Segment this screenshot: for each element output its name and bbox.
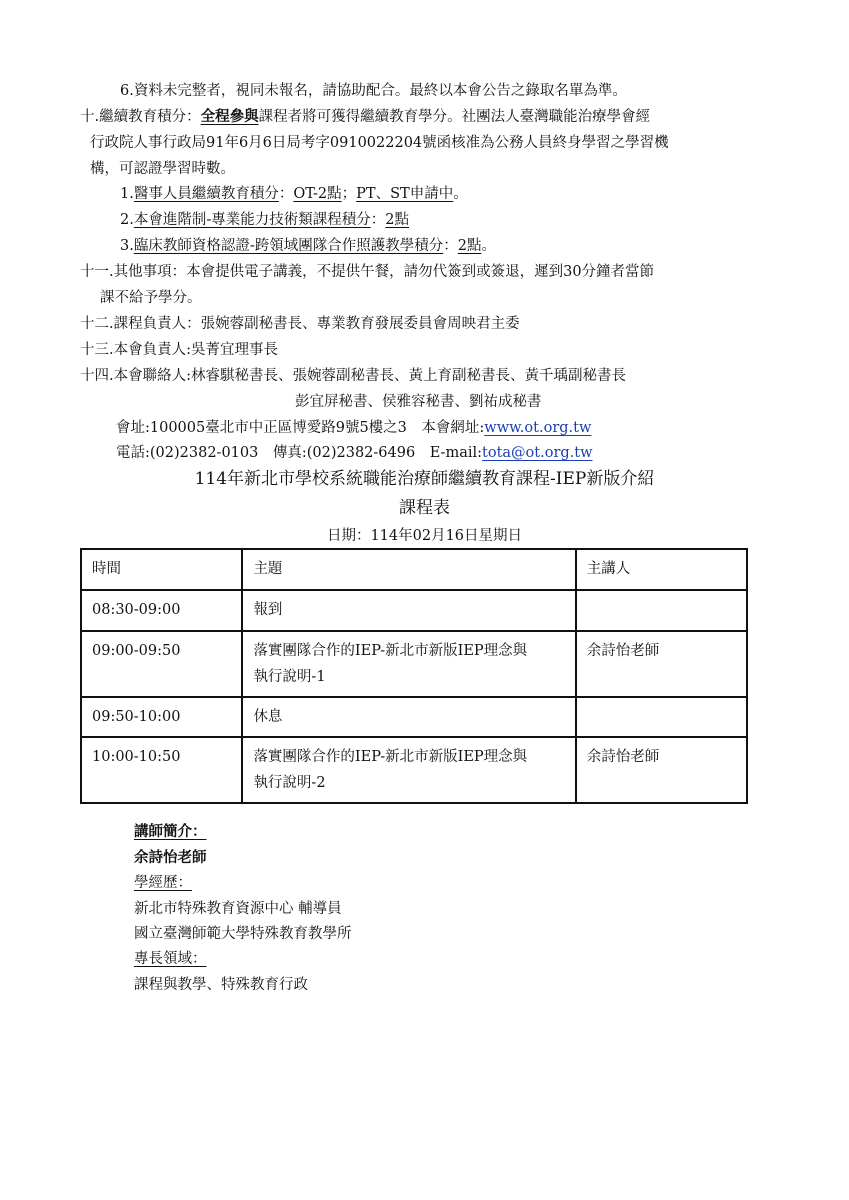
row-topic-line1: 休息 xyxy=(253,709,283,725)
credit-3 xyxy=(120,235,496,257)
website-link[interactable]: www.ot.org.tw xyxy=(484,420,592,436)
row-topic-line2: 執行說明-1 xyxy=(253,669,326,685)
row-topic xyxy=(242,697,575,737)
note-item-14: 十四.本會聯絡人:林睿騏秘書長、張婉蓉副秘書長、黃上育副秘書長、黃千瑀副秘書長 xyxy=(80,368,626,384)
table-row xyxy=(81,737,747,803)
note-item-10-prefix: 十.繼續教育積分： xyxy=(80,109,201,125)
credit-1 xyxy=(120,183,468,205)
row-speaker: 余詩怡老師 xyxy=(576,737,747,803)
credit-1-sep: ： xyxy=(278,186,294,202)
note-item-10-line2: 行政院人事行政局91年6月6日局考字0910022204號函核准為公務人員終身學習之學習機 xyxy=(90,135,669,151)
row-topic xyxy=(242,737,575,803)
schedule-subtitle: 課程表 xyxy=(399,498,450,518)
address-line xyxy=(116,417,591,439)
table-row xyxy=(81,697,747,737)
credit-2 xyxy=(120,209,409,231)
table-row xyxy=(81,590,747,631)
schedule-table xyxy=(80,548,748,804)
table-header-row xyxy=(81,549,747,590)
credit-3-sep: ： xyxy=(443,238,458,254)
education-item: 國立臺灣師範大學特殊教育教學所 xyxy=(134,926,352,942)
row-topic xyxy=(242,590,575,631)
note-item-10-bold: 全程參與 xyxy=(200,108,259,125)
row-speaker xyxy=(576,697,747,737)
contact-text: 電話:(02)2382-0103 傳真:(02)2382-6496 E-mail: xyxy=(116,445,483,461)
credit-1-value: OT-2點 xyxy=(293,186,342,202)
credit-1-label: 醫事人員繼續教育積分 xyxy=(133,186,279,202)
note-item-10 xyxy=(80,106,650,128)
credit-2-label: 本會進階制-專業能力技術類課程積分 xyxy=(133,212,371,228)
header-topic: 主題 xyxy=(242,549,575,590)
expertise-item: 課程與教學、特殊教育行政 xyxy=(134,977,308,993)
contact-line xyxy=(116,442,593,464)
header-time: 時間 xyxy=(81,549,242,590)
course-title: 114年新北市學校系統職能治療師繼續教育課程-IEP新版介紹 xyxy=(194,469,655,489)
note-item-12: 十二.課程負責人：張婉蓉副秘書長、專業教育發展委員會周映君主委 xyxy=(80,316,520,332)
education-item: 新北市特殊教育資源中心 輔導員 xyxy=(134,901,342,917)
credit-3-label: 臨床教師資格認證-跨領域團隊合作照護教學積分 xyxy=(133,238,444,254)
row-speaker xyxy=(576,590,747,631)
credit-1-num: 1. xyxy=(120,186,134,202)
credit-2-value: 2點 xyxy=(385,212,409,228)
credit-2-num: 2. xyxy=(120,212,134,228)
row-time: 10:00-10:50 xyxy=(81,737,242,803)
note-item-11: 十一.其他事項：本會提供電子講義，不提供午餐，請勿代簽到或簽退，遲到30分鐘者當節 xyxy=(80,264,655,280)
row-topic-line2: 執行說明-2 xyxy=(253,775,326,791)
row-topic-line1: 報到 xyxy=(253,602,283,618)
credit-1-end: 。 xyxy=(453,186,468,202)
course-date: 日期：114年02月16日星期日 xyxy=(326,528,523,544)
row-time: 09:50-10:00 xyxy=(81,697,242,737)
note-item-14-line2: 彭宜屏秘書、侯雅容秘書、劉祐成秘書 xyxy=(295,394,542,410)
note-item-10-rest: 課程者將可獲得繼續教育學分。社團法人臺灣職能治療學會經 xyxy=(258,109,651,125)
note-item-11-line2: 課不給予學分。 xyxy=(100,290,202,306)
speaker-name: 余詩怡老師 xyxy=(134,849,207,866)
note-item-10-line3: 構，可認證學習時數。 xyxy=(90,161,235,177)
credit-1-semi: ； xyxy=(341,186,357,202)
credit-3-num: 3. xyxy=(120,238,134,254)
credit-3-end: 。 xyxy=(481,238,496,254)
note-item-6: 6.資料未完整者，視同未報名，請協助配合。最終以本會公告之錄取名單為準。 xyxy=(120,83,627,99)
table-row xyxy=(81,631,747,697)
expertise-label: 專長領域： xyxy=(134,951,207,967)
row-speaker: 余詩怡老師 xyxy=(576,631,747,697)
speaker-intro-heading: 講師簡介： xyxy=(134,823,207,840)
email-link[interactable]: tota@ot.org.tw xyxy=(482,445,593,461)
address-text: 會址:100005臺北市中正區博愛路9號5樓之3 本會網址: xyxy=(116,420,485,436)
row-time: 08:30-09:00 xyxy=(81,590,242,631)
credit-2-sep: ： xyxy=(370,212,386,228)
row-topic-line1: 落實團隊合作的IEP-新北市新版IEP理念與 xyxy=(253,749,528,765)
education-label: 學經歷： xyxy=(134,875,192,891)
credit-3-value: 2點 xyxy=(457,238,482,254)
credit-1-value2: PT、ST申請中 xyxy=(356,186,454,202)
note-item-13: 十三.本會負責人:吳菁宜理事長 xyxy=(80,342,278,358)
header-speaker: 主講人 xyxy=(576,549,747,590)
row-time: 09:00-09:50 xyxy=(81,631,242,697)
row-topic xyxy=(242,631,575,697)
row-topic-line1: 落實團隊合作的IEP-新北市新版IEP理念與 xyxy=(253,643,528,659)
